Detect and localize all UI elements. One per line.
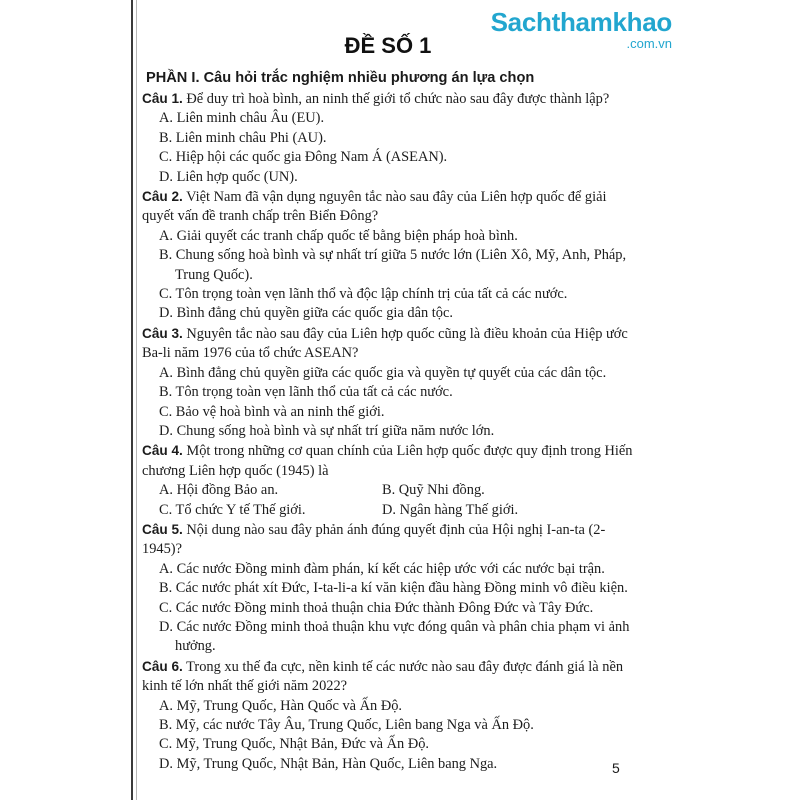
question-stem: Việt Nam đã vận dụng nguyên tắc nào sau đây của Liên hợp quốc để giải quyết vấn đề tranh chấp trên Biển Đông? — [142, 189, 607, 225]
question-number: Câu 3. — [142, 325, 183, 341]
option-d: D. Ngân hàng Thế giới. — [382, 501, 519, 518]
option-c: C. Tôn trọng toàn vẹn lãnh thổ và độc lập chính trị của tất cả các nước. — [159, 286, 568, 303]
option-row — [142, 501, 634, 520]
option-d — [142, 618, 634, 657]
question-stem: Nội dung nào sau đây phản ánh đúng quyết định của Hội nghị I-an-ta (2-1945)? — [142, 521, 606, 558]
option-row — [142, 481, 634, 500]
option-b — [142, 246, 634, 285]
question-4 — [142, 441, 634, 520]
option-d: D. Chung sống hoà bình và sự nhất trí giữa năm nước lớn. — [159, 422, 495, 439]
option-a: A. Bình đẳng chủ quyền giữa các quốc gia và quyền tự quyết của các dân tộc. — [159, 364, 607, 381]
question-6 — [142, 657, 634, 774]
question-text — [142, 441, 634, 481]
question-stem: Để duy trì hoà bình, an ninh thế giới tổ chức nào sau đây được thành lập? — [186, 91, 610, 107]
question-text — [142, 324, 634, 364]
question-number: Câu 4. — [142, 443, 183, 459]
question-5 — [142, 520, 634, 657]
question-2 — [142, 187, 634, 324]
option-b-text: B. Chung sống hoà bình và sự nhất trí giữa 5 nước lớn (Liên Xô, Mỹ, Anh, Pháp, Trung Quốc). — [159, 247, 627, 283]
question-number: Câu 1. — [142, 91, 183, 106]
option-b: B. Các nước phát xít Đức, I-ta-li-a kí văn kiện đầu hàng Đồng minh vô điều kiện. — [159, 580, 628, 597]
option-a: A. Hội đồng Bảo an. — [159, 482, 279, 499]
question-number: Câu 2. — [142, 189, 183, 205]
option-a: A. Giải quyết các tranh chấp quốc tế bằng biện pháp hoà bình. — [159, 227, 518, 244]
question-number: Câu 5. — [142, 521, 183, 537]
question-stem: Một trong những cơ quan chính của Liên hợp quốc được quy định trong Hiến chương Liên hợp quốc (1945) là — [142, 443, 633, 479]
question-3 — [142, 324, 634, 441]
brand-domain: .com.vn — [626, 36, 672, 51]
question-1 — [142, 89, 634, 187]
question-number: Câu 6. — [142, 658, 183, 674]
option-b: B. Quỹ Nhi đồng. — [382, 482, 485, 499]
question-list — [142, 89, 634, 774]
page-binding-shadow — [136, 0, 137, 800]
question-text — [142, 89, 634, 109]
page-title: ĐỀ SỐ 1 — [344, 33, 432, 58]
option-c: C. Hiệp hội các quốc gia Đông Nam Á (ASEAN). — [159, 149, 448, 166]
option-b: B. Liên minh châu Phi (AU). — [159, 129, 327, 146]
option-c: C. Tổ chức Y tế Thế giới. — [159, 501, 306, 518]
question-text — [142, 520, 634, 560]
question-text — [142, 657, 634, 697]
option-b: B. Mỹ, các nước Tây Âu, Trung Quốc, Liên bang Nga và Ấn Độ. — [159, 717, 534, 733]
option-c: C. Bảo vệ hoà bình và an ninh thế giới. — [159, 403, 385, 420]
page-number: 5 — [612, 760, 620, 776]
page-binding-edge — [131, 0, 133, 800]
option-b: B. Tôn trọng toàn vẹn lãnh thổ của tất cả các nước. — [159, 384, 453, 401]
question-stem: Trong xu thế đa cực, nền kinh tế các nước nào sau đây được đánh giá là nền kinh tế lớn nhất thế giới năm 2022? — [142, 658, 624, 695]
option-a: A. Liên minh châu Âu (EU). — [159, 110, 325, 127]
option-a: A. Các nước Đồng minh đàm phán, kí kết các hiệp ước với các nước bại trận. — [159, 560, 605, 577]
question-stem: Nguyên tắc nào sau đây của Liên hợp quốc cũng là điều khoản của Hiệp ước Ba-li năm 1976 của tổ chức ASEAN? — [142, 325, 628, 362]
question-text — [142, 187, 634, 227]
option-c: C. Các nước Đồng minh thoả thuận chia Đức thành Đông Đức và Tây Đức. — [159, 599, 594, 616]
option-a: A. Mỹ, Trung Quốc, Hàn Quốc và Ấn Độ. — [159, 697, 403, 714]
option-d: D. Mỹ, Trung Quốc, Nhật Bản, Hàn Quốc, Liên bang Nga. — [159, 755, 498, 772]
brand-name: Sachthamkhao — [490, 7, 672, 37]
option-d: D. Bình đẳng chủ quyền giữa các quốc gia dân tộc. — [159, 305, 453, 322]
option-d-text: D. Các nước Đồng minh thoả thuận khu vực đóng quân và phân chia phạm vi ảnh hưởng. — [159, 618, 630, 655]
option-d: D. Liên hợp quốc (UN). — [159, 168, 298, 185]
part-heading: PHẦN I. Câu hỏi trắc nghiệm nhiều phương án lựa chọn — [146, 70, 535, 86]
option-c: C. Mỹ, Trung Quốc, Nhật Bản, Đức và Ấn Độ. — [159, 736, 430, 753]
